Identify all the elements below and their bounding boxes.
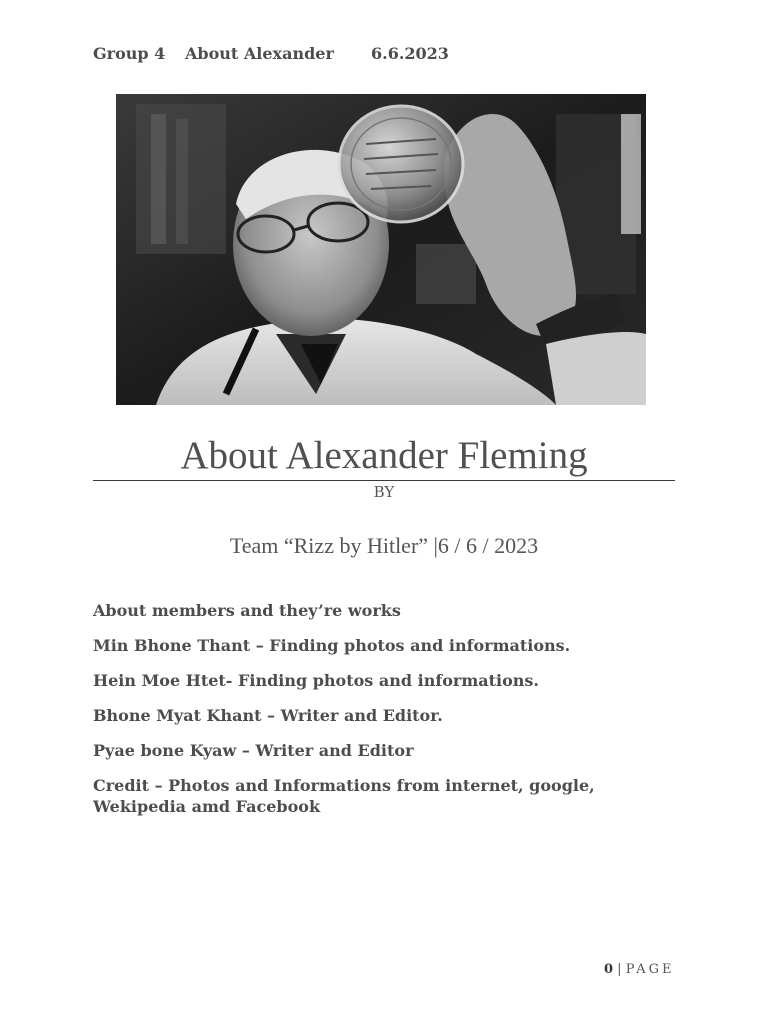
page-number: 0	[604, 962, 614, 977]
page-title: About Alexander Fleming	[180, 434, 588, 477]
header-group: Group 4	[93, 44, 166, 63]
page-label: PAGE	[625, 962, 675, 977]
team-line: Team “Rizz by Hitler” |6 / 6 / 2023	[229, 533, 539, 558]
member-item: Hein Moe Htet- Finding photos and informations.	[93, 671, 539, 690]
footer-separator: |	[613, 962, 626, 977]
member-item: Bhone Myat Khant – Writer and Editor.	[93, 706, 443, 725]
header-date: 6.6.2023	[371, 44, 449, 63]
member-item: Pyae bone Kyaw – Writer and Editor	[93, 741, 414, 760]
page-header	[93, 44, 449, 63]
members-heading: About members and they’re works	[93, 601, 401, 620]
member-item: Min Bhone Thant – Finding photos and informations.	[93, 636, 571, 655]
credit-line: Credit – Photos and Informations from internet, google, Wekipedia amd Facebook	[93, 776, 595, 816]
portrait-photo-icon	[116, 94, 646, 405]
header-topic: About Alexander	[185, 44, 334, 63]
title-block	[93, 432, 675, 481]
fleming-photo	[116, 94, 646, 405]
members-list	[93, 600, 683, 831]
by-label: BY	[373, 483, 395, 501]
page-footer	[604, 962, 675, 977]
